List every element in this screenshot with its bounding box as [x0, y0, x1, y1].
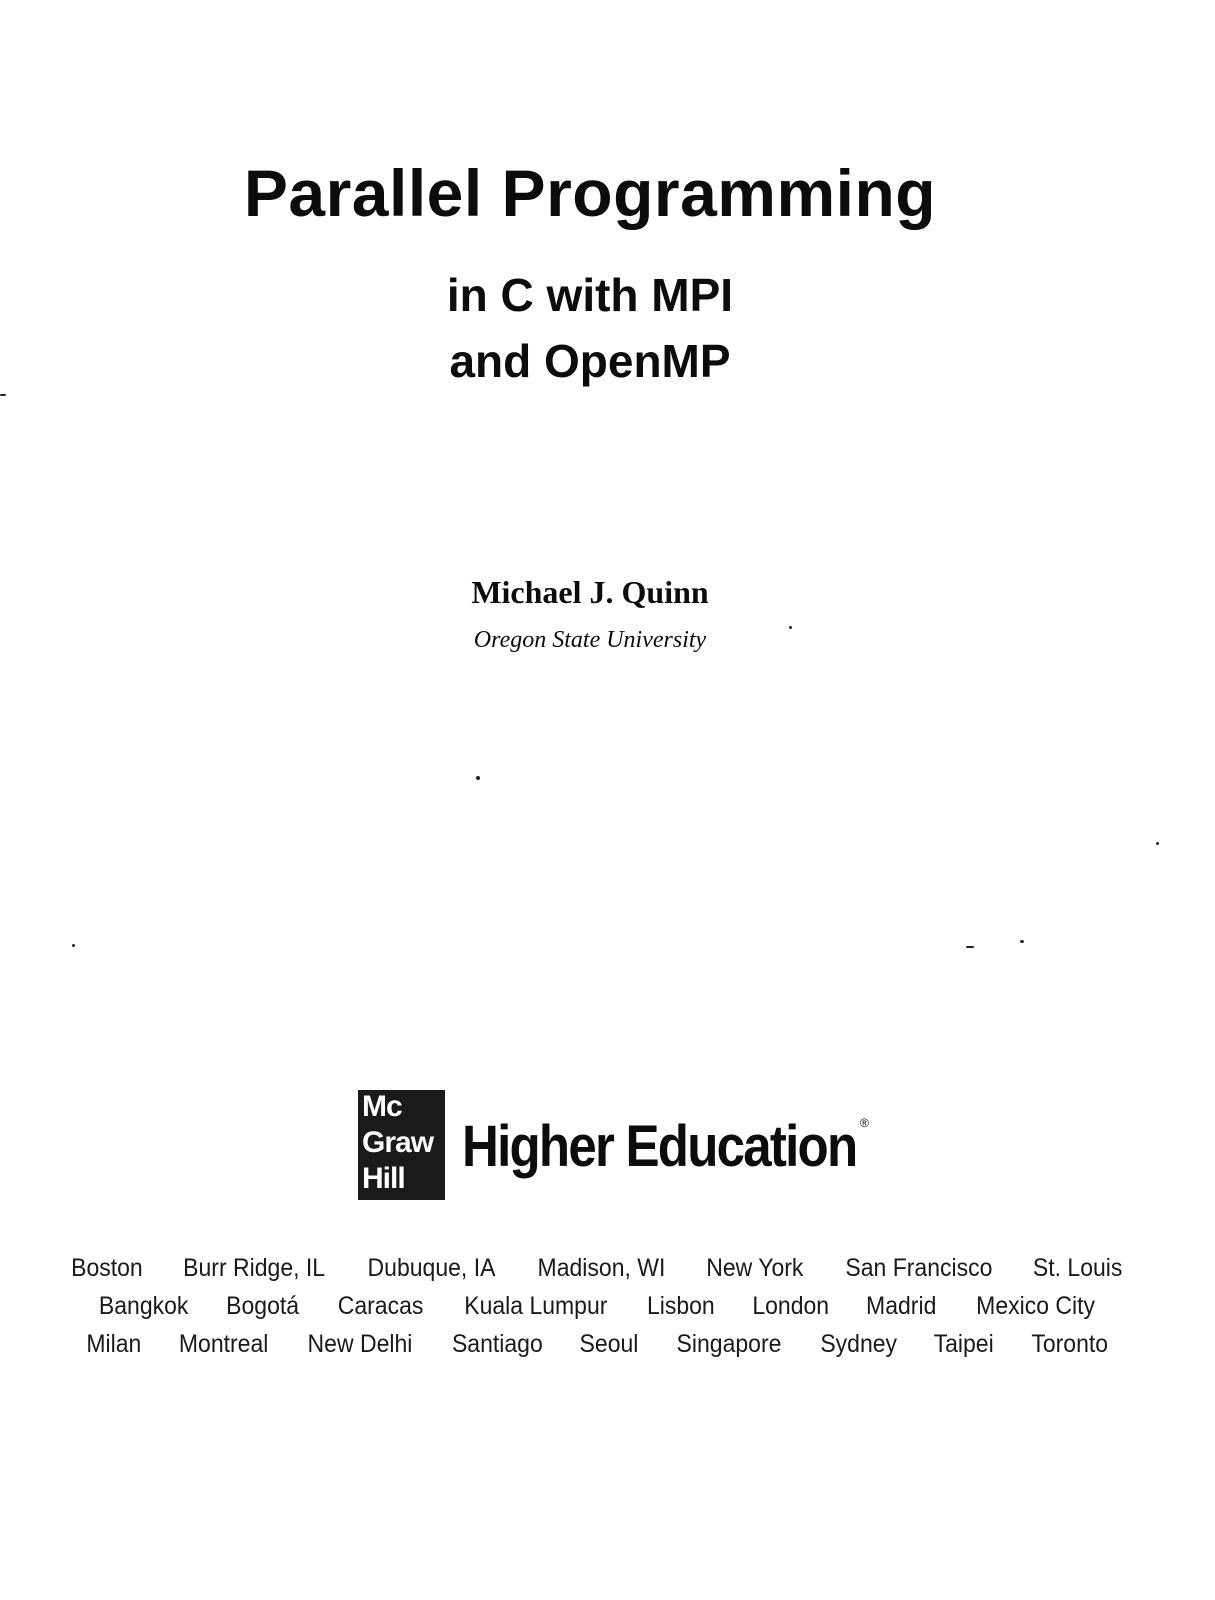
book-title: Parallel Programming [243, 156, 937, 230]
book-subtitle-line-2: and OpenMP [449, 335, 731, 387]
scan-speck [1020, 940, 1024, 943]
city: Mexico City [975, 1292, 1095, 1320]
city: Lisbon [647, 1292, 715, 1320]
scan-speck [789, 626, 792, 629]
book-subtitle-line-1: in C with MPI [446, 269, 734, 321]
cities-row-2 [0, 1294, 1195, 1319]
cities-row-3 [0, 1332, 1195, 1357]
city: Kuala Lumpur [463, 1292, 608, 1320]
author-name: Michael J. Quinn [471, 574, 709, 610]
city: Boston [71, 1254, 143, 1282]
city: Bangkok [99, 1292, 189, 1320]
city: Seoul [579, 1330, 639, 1358]
city: Singapore [676, 1330, 782, 1358]
city: New York [706, 1254, 804, 1282]
scan-speck [1156, 842, 1159, 845]
scan-speck [0, 394, 6, 396]
city: Dubuque, IA [367, 1254, 496, 1282]
city: Madrid [866, 1292, 937, 1320]
cities-row-1 [0, 1256, 1195, 1281]
city: Caracas [337, 1292, 423, 1320]
scan-speck [476, 776, 480, 780]
scan-speck [966, 946, 974, 948]
logo-line-1: Mc [362, 1090, 402, 1123]
city: Toronto [1031, 1330, 1108, 1358]
city: Madison, WI [537, 1254, 666, 1282]
mcgraw-hill-logo [358, 1090, 445, 1200]
publisher-name: Higher Education [462, 1114, 857, 1179]
city: Milan [86, 1330, 142, 1358]
registered-mark: ® [860, 1116, 869, 1130]
scan-speck [72, 944, 75, 947]
city: Santiago [451, 1330, 543, 1358]
city: New Delhi [307, 1330, 413, 1358]
city: Bogotá [226, 1292, 300, 1320]
city: San Francisco [845, 1254, 993, 1282]
city: Taipei [934, 1330, 995, 1358]
city: Sydney [820, 1330, 898, 1358]
city: London [752, 1292, 829, 1320]
author-affiliation: Oregon State University [473, 627, 707, 653]
city: St. Louis [1033, 1254, 1123, 1282]
logo-line-2: Graw [362, 1126, 434, 1159]
city: Montreal [178, 1330, 268, 1358]
publisher-block [358, 1090, 869, 1204]
city: Burr Ridge, IL [183, 1254, 326, 1282]
logo-line-3: Hill [362, 1162, 405, 1195]
